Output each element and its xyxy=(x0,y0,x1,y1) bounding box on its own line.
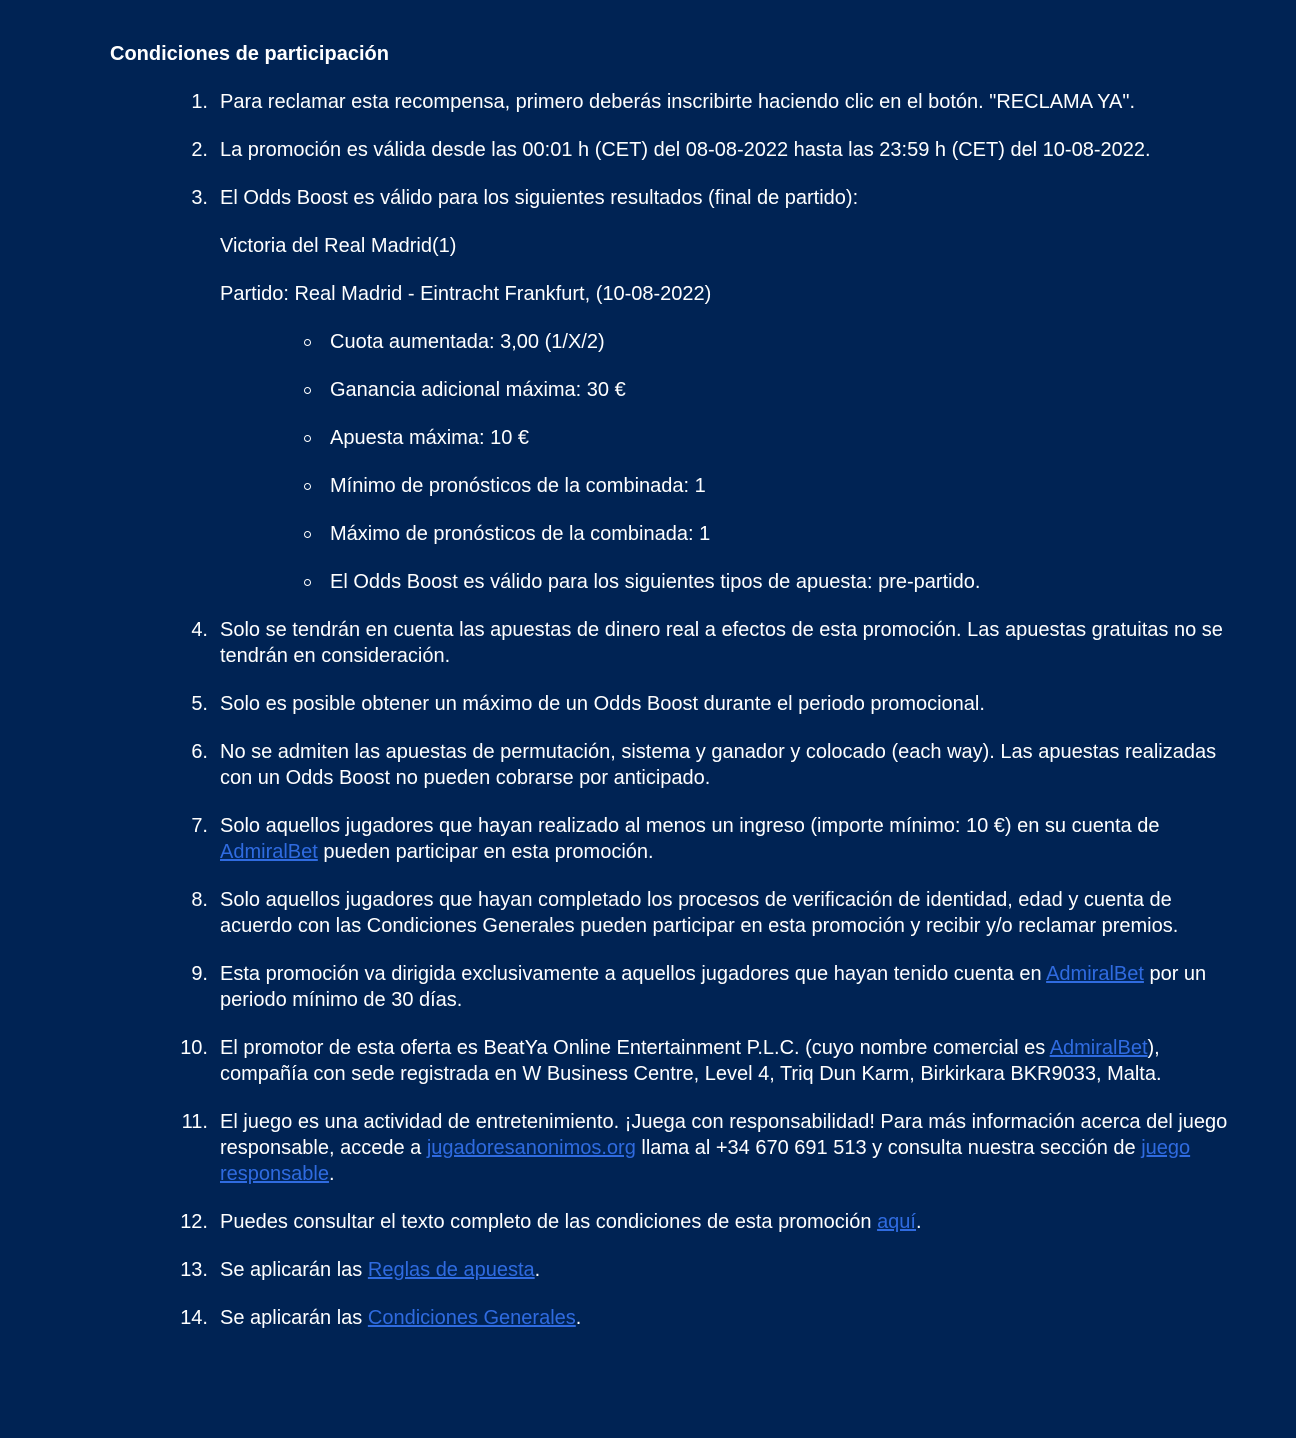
detail-text: Mínimo de pronósticos de la combinada: 1 xyxy=(330,475,706,497)
item-text: No se admiten las apuestas de permutación, sistema y ganador y colocado (each way). Las apuestas realizadas con un Odds Boost no pueden cobrarse por anticipado. xyxy=(220,741,1217,789)
item-text: La promoción es válida desde las 00:01 h (CET) del 08-08-2022 hasta las 23:59 h (CET) del 10-08-2022. xyxy=(220,139,1151,161)
circle-bullet-icon xyxy=(304,435,311,442)
detail-item xyxy=(220,425,1240,451)
jugadores-anonimos-link[interactable]: jugadoresanonimos.org xyxy=(426,1137,636,1159)
admiralbet-link[interactable]: AdmiralBet xyxy=(220,841,318,863)
terms-document xyxy=(110,40,1240,1353)
item-text: por un periodo mínimo de 30 días. xyxy=(220,963,1207,1011)
item-number: 9. xyxy=(191,963,208,985)
detail-text: El Odds Boost es válido para los siguientes tipos de apuesta: pre-partido. xyxy=(330,571,981,593)
item-number: 7. xyxy=(191,815,208,837)
list-item-10 xyxy=(110,1035,1240,1087)
circle-bullet-icon xyxy=(304,387,311,394)
circle-bullet-icon xyxy=(304,579,311,586)
general-conditions-link[interactable]: Condiciones Generales xyxy=(367,1307,576,1329)
list-item-13 xyxy=(110,1257,1240,1283)
detail-text: Cuota aumentada: 3,00 (1/X/2) xyxy=(330,331,605,353)
detail-item xyxy=(220,569,1240,595)
item-number: 12. xyxy=(180,1211,208,1233)
list-item-6 xyxy=(110,739,1240,791)
list-item-12 xyxy=(110,1209,1240,1235)
item-number: 3. xyxy=(191,187,208,209)
item-text: El promotor de esta oferta es BeatYa Online Entertainment P.L.C. (cuyo nombre comercial es xyxy=(220,1037,1050,1059)
item-number: 13. xyxy=(180,1259,208,1281)
circle-bullet-icon xyxy=(304,531,311,538)
item-text: Se aplicarán las xyxy=(220,1307,368,1329)
detail-item xyxy=(220,521,1240,547)
item-number: 11. xyxy=(181,1111,208,1133)
list-item-9 xyxy=(110,961,1240,1013)
list-item-1 xyxy=(110,89,1240,115)
detail-text: Máximo de pronósticos de la combinada: 1 xyxy=(330,523,711,545)
list-item-5 xyxy=(110,691,1240,717)
circle-bullet-icon xyxy=(304,483,311,490)
list-item-3 xyxy=(110,185,1240,595)
item-text: Solo aquellos jugadores que hayan realizado al menos un ingreso (importe mínimo: 10 €) en su cuenta de xyxy=(220,815,1160,837)
item-text: Solo se tendrán en cuenta las apuestas de dinero real a efectos de esta promoción. Las apuestas gratuitas no se tendrán en consideración. xyxy=(220,619,1223,667)
item-text: . xyxy=(916,1211,922,1233)
item-number: 1. xyxy=(191,91,208,113)
responsible-gaming-link[interactable]: juego responsable xyxy=(220,1137,1191,1185)
item-text: . xyxy=(575,1307,582,1329)
item-number: 8. xyxy=(191,889,208,911)
item-number: 14. xyxy=(180,1307,208,1329)
detail-text: Apuesta máxima: 10 € xyxy=(330,427,529,449)
section-title: Condiciones de participación xyxy=(110,43,389,65)
detail-text: Ganancia adicional máxima: 30 € xyxy=(330,379,626,401)
item-text: Solo es posible obtener un máximo de un Odds Boost durante el periodo promocional. xyxy=(220,693,985,715)
item-text: . xyxy=(534,1259,541,1281)
item-text: Puedes consultar el texto completo de las condiciones de esta promoción xyxy=(220,1211,878,1233)
item-text: Esta promoción va dirigida exclusivamente a aquellos jugadores que hayan tenido cuenta en xyxy=(220,963,1047,985)
item-number: 4. xyxy=(191,619,208,641)
result-line: Victoria del Real Madrid(1) xyxy=(220,235,457,257)
list-item-7 xyxy=(110,813,1240,865)
item-text: El juego es una actividad de entretenimiento. ¡Juega con responsabilidad! Para más información acerca del juego responsable, accede a xyxy=(220,1111,1228,1159)
detail-item xyxy=(220,473,1240,499)
admiralbet-link[interactable]: AdmiralBet xyxy=(1046,963,1144,985)
list-item-11 xyxy=(110,1109,1240,1187)
list-item-14 xyxy=(110,1305,1240,1331)
boost-details-list xyxy=(220,329,1240,595)
detail-item xyxy=(220,329,1240,355)
item-text: ), compañía con sede registrada en W Business Centre, Level 4, Triq Dun Karm, Birkirkara BKR9033, Malta. xyxy=(220,1037,1162,1085)
circle-bullet-icon xyxy=(304,339,311,346)
item-text: Solo aquellos jugadores que hayan completado los procesos de verificación de identidad, edad y cuenta de acuerdo con las Condiciones Generales pueden participar en esta promoción y recibir y/o reclamar premios. xyxy=(220,889,1179,937)
item-text: llama al +34 670 691 513 y consulta nuestra sección de xyxy=(635,1137,1142,1159)
item-text: . xyxy=(328,1163,335,1185)
detail-item xyxy=(220,377,1240,403)
admiralbet-link[interactable]: AdmiralBet xyxy=(1049,1037,1148,1059)
item-number: 5. xyxy=(191,693,208,715)
list-item-4 xyxy=(110,617,1240,669)
list-item-8 xyxy=(110,887,1240,939)
item-text: Se aplicarán las xyxy=(220,1259,368,1281)
item-text: Para reclamar esta recompensa, primero deberás inscribirte haciendo clic en el botón. "RECLAMA YA". xyxy=(220,91,1135,113)
item-number: 10. xyxy=(180,1037,208,1059)
item-text: El Odds Boost es válido para los siguientes resultados (final de partido): xyxy=(220,187,859,209)
item-text: pueden participar en esta promoción. xyxy=(317,841,654,863)
betting-rules-link[interactable]: Reglas de apuesta xyxy=(367,1259,535,1281)
item-number: 2. xyxy=(191,139,208,161)
terms-list xyxy=(110,89,1240,1331)
list-item-2 xyxy=(110,137,1240,163)
full-terms-link[interactable]: aquí xyxy=(877,1211,916,1233)
item-number: 6. xyxy=(191,741,208,763)
match-line: Partido: Real Madrid - Eintracht Frankfurt, (10-08-2022) xyxy=(220,283,712,305)
